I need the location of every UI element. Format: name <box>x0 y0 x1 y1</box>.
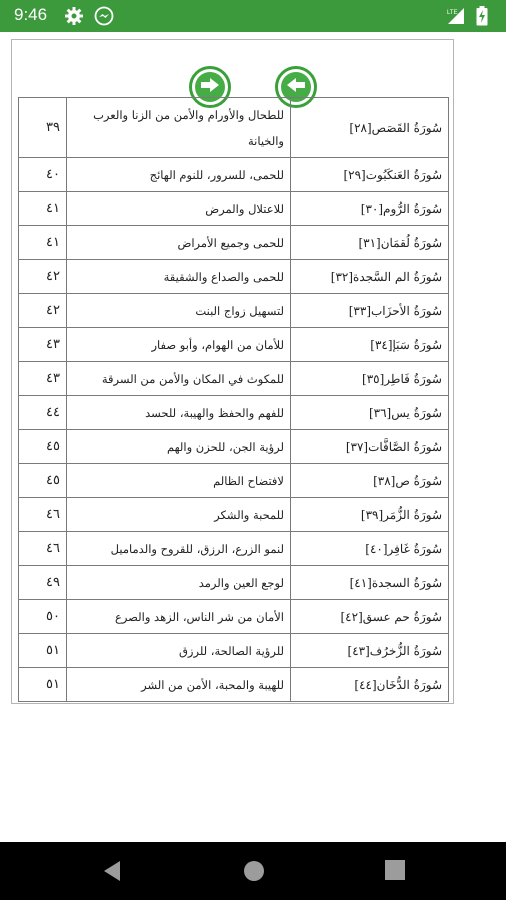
page-number-cell: ٥٠ <box>19 600 67 634</box>
page-number-cell: ٤١ <box>19 192 67 226</box>
navigation-bar <box>0 842 506 900</box>
table-row[interactable] <box>19 226 449 260</box>
page-number-cell: ٤٥ <box>19 464 67 498</box>
sura-name-cell: سُورَةُ ص[٣٨] <box>291 464 449 498</box>
benefit-cell: لرؤية الجن، للحزن والهم <box>67 430 291 464</box>
page-number-cell: ٤٦ <box>19 532 67 566</box>
sura-name-cell: سُورَةُ الرُّوم[٣٠] <box>291 192 449 226</box>
table-row[interactable] <box>19 532 449 566</box>
sura-name-cell: سُورَةُ العَنكَبُوت[٢٩] <box>291 158 449 192</box>
table-row[interactable] <box>19 328 449 362</box>
table-row[interactable] <box>19 98 449 158</box>
table-row[interactable] <box>19 294 449 328</box>
home-icon[interactable] <box>242 859 266 887</box>
page-number-cell: ٤٩ <box>19 566 67 600</box>
sura-name-cell: سُورَةُ الدُّخَان[٤٤] <box>291 668 449 702</box>
table-row[interactable] <box>19 668 449 702</box>
table-row[interactable] <box>19 498 449 532</box>
arrow-right-icon <box>200 77 220 97</box>
arrow-left-icon <box>286 77 306 97</box>
page-number-cell: ٤١ <box>19 226 67 260</box>
table-row[interactable] <box>19 566 449 600</box>
page-number-cell: ٤٥ <box>19 430 67 464</box>
page-number-cell: ٣٩ <box>19 98 67 158</box>
benefit-cell: للفهم والحفظ والهيبة، للحسد <box>67 396 291 430</box>
sura-name-cell: سُورَةُ السجدة[٤١] <box>291 566 449 600</box>
recents-icon[interactable] <box>384 859 406 885</box>
sura-name-cell: سُورَةُ الصَّافَّات[٣٧] <box>291 430 449 464</box>
sura-name-cell: سُورَةُ يس[٣٦] <box>291 396 449 430</box>
benefit-cell: لنمو الزرع، الرزق، للقروح والدماميل <box>67 532 291 566</box>
sura-table <box>18 97 449 702</box>
page-number-cell: ٤٢ <box>19 260 67 294</box>
status-time: 9:46 <box>14 5 48 24</box>
benefit-cell: للمكوث في المكان والأمن من السرقة <box>67 362 291 396</box>
sura-name-cell: سُورَةُ فَاطِر[٣٥] <box>291 362 449 396</box>
sura-name-cell: سُورَةُ الزُّخرُف[٤٣] <box>291 634 449 668</box>
page-number-cell: ٤٠ <box>19 158 67 192</box>
table-row[interactable] <box>19 430 449 464</box>
benefit-cell: للحمى، للسرور، للنوم الهائج <box>67 158 291 192</box>
table-row[interactable] <box>19 362 449 396</box>
benefit-cell: للهيبة والمحبة، الأمن من الشر <box>67 668 291 702</box>
table-row[interactable] <box>19 158 449 192</box>
benefit-cell: للطحال والأورام والأمن من الزنا والعرب والخيانة <box>67 98 291 158</box>
sura-name-cell: سُورَةُ سَبَإ[٣٤] <box>291 328 449 362</box>
benefit-cell: للاعتلال والمرض <box>67 192 291 226</box>
status-bar <box>0 0 506 32</box>
benefit-cell: للأمان من الهوام، وأبو صفار <box>67 328 291 362</box>
table-row[interactable] <box>19 634 449 668</box>
table-row[interactable] <box>19 600 449 634</box>
page-number-cell: ٤٤ <box>19 396 67 430</box>
messenger-icon <box>94 6 114 30</box>
benefit-cell: للرؤية الصالحة، للرزق <box>67 634 291 668</box>
sura-name-cell: سُورَةُ حم عسق[٤٢] <box>291 600 449 634</box>
benefit-cell: لتسهيل زواج البنت <box>67 294 291 328</box>
page-number-cell: ٤٣ <box>19 328 67 362</box>
signal-lte-icon <box>446 6 466 30</box>
sura-name-cell: سُورَةُ الزُّمَر[٣٩] <box>291 498 449 532</box>
page-number-cell: ٥١ <box>19 634 67 668</box>
sura-name-cell: سُورَةُ الم السَّجدة[٣٢] <box>291 260 449 294</box>
table-row[interactable] <box>19 464 449 498</box>
svg-text:LTE: LTE <box>447 10 458 16</box>
benefit-cell: لافتضاح الظالم <box>67 464 291 498</box>
table-row[interactable] <box>19 396 449 430</box>
benefit-cell: لوجع العين والرمد <box>67 566 291 600</box>
sura-name-cell: سُورَةُ القَصَص[٢٨] <box>291 98 449 158</box>
benefit-cell: الأمان من شر الناس، الزهد والصرع <box>67 600 291 634</box>
table-row[interactable] <box>19 192 449 226</box>
back-icon[interactable] <box>101 859 123 887</box>
benefit-cell: للحمى وجميع الأمراض <box>67 226 291 260</box>
page-number-cell: ٥١ <box>19 668 67 702</box>
sura-name-cell: سُورَةُ الأحزَاب[٣٣] <box>291 294 449 328</box>
table-row[interactable] <box>19 260 449 294</box>
page-number-cell: ٤٦ <box>19 498 67 532</box>
battery-charging-icon <box>476 6 488 30</box>
benefit-cell: للحمى والصداع والشقيقة <box>67 260 291 294</box>
sura-name-cell: سُورَةُ لُقمَان[٣١] <box>291 226 449 260</box>
sura-name-cell: سُورَةُ غَافِر[٤٠] <box>291 532 449 566</box>
page-number-cell: ٤٣ <box>19 362 67 396</box>
gear-icon <box>64 6 84 30</box>
benefit-cell: للمحبة والشكر <box>67 498 291 532</box>
page-number-cell: ٤٢ <box>19 294 67 328</box>
